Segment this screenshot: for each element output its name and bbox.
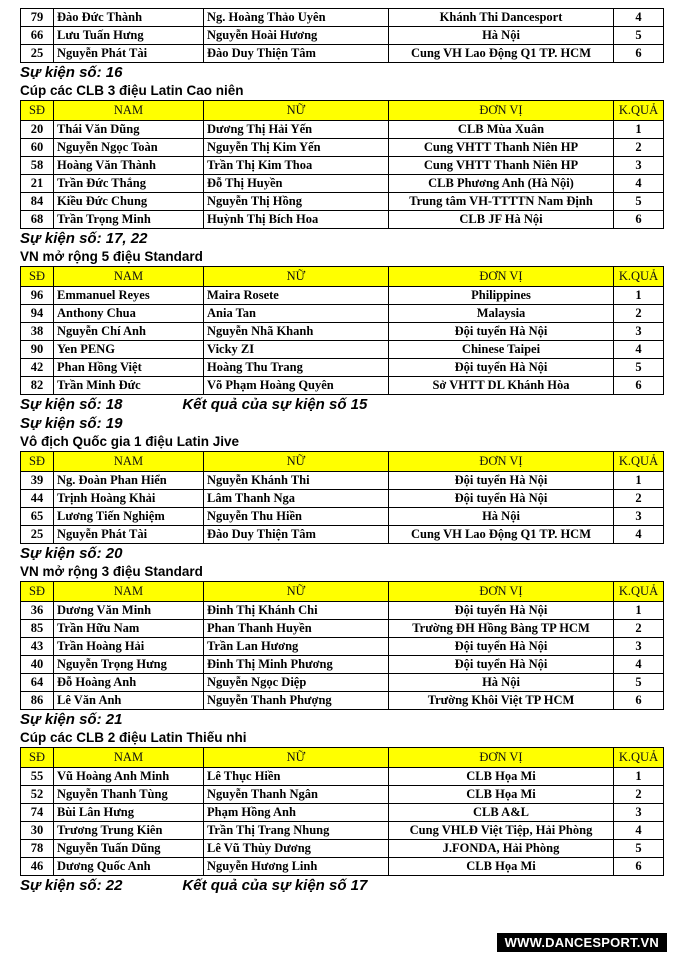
- event-title: Cúp các CLB 3 điệu Latin Cao niên: [20, 83, 244, 98]
- cell-sd: 39: [21, 472, 54, 490]
- table-row: [21, 840, 664, 858]
- cell-sd: 58: [21, 157, 54, 175]
- cell-ket-qua: 5: [614, 27, 664, 45]
- results-table: [20, 8, 664, 63]
- cell-sd: 94: [21, 305, 54, 323]
- cell-nam: Nguyễn Thanh Tùng: [54, 786, 204, 804]
- table-header-row: [21, 452, 664, 472]
- cell-nam: Thái Văn Dũng: [54, 121, 204, 139]
- table-row: [21, 692, 664, 710]
- cell-ket-qua: 2: [614, 620, 664, 638]
- cell-ket-qua: 1: [614, 121, 664, 139]
- cell-ket-qua: 2: [614, 305, 664, 323]
- cell-ket-qua: 4: [614, 656, 664, 674]
- table-row: [21, 121, 664, 139]
- cell-sd: 84: [21, 193, 54, 211]
- table-row: [21, 305, 664, 323]
- cell-nu: Ng. Hoàng Thảo Uyên: [204, 9, 389, 27]
- table-row: [21, 508, 664, 526]
- cell-nam: Lưu Tuấn Hưng: [54, 27, 204, 45]
- cell-nam: Ng. Đoàn Phan Hiển: [54, 472, 204, 490]
- cell-nu: Võ Phạm Hoàng Quyên: [204, 377, 389, 395]
- event-title: VN mở rộng 5 điệu Standard: [20, 249, 203, 264]
- cell-sd: 86: [21, 692, 54, 710]
- event-title: Cúp các CLB 2 điệu Latin Thiếu nhi: [20, 730, 247, 745]
- cell-nam: Nguyễn Ngọc Toàn: [54, 139, 204, 157]
- cell-nam: Đào Đức Thành: [54, 9, 204, 27]
- event-number: Sự kiện số: 22: [20, 877, 123, 894]
- cell-nam: Bùi Lân Hưng: [54, 804, 204, 822]
- cell-sd: 74: [21, 804, 54, 822]
- cell-don-vi: Philippines: [389, 287, 614, 305]
- cell-sd: 52: [21, 786, 54, 804]
- cell-don-vi: Cung VH Lao Động Q1 TP. HCM: [389, 45, 614, 63]
- event-number: Sự kiện số: 20: [20, 545, 123, 562]
- table-row: [21, 27, 664, 45]
- cell-nam: Trần Đức Thắng: [54, 175, 204, 193]
- cell-don-vi: Đội tuyển Hà Nội: [389, 490, 614, 508]
- cell-don-vi: CLB Họa Mi: [389, 786, 614, 804]
- table-row: [21, 620, 664, 638]
- header-nam: NAM: [54, 267, 204, 287]
- cell-don-vi: CLB Họa Mi: [389, 768, 614, 786]
- cell-nam: Nguyễn Trọng Hưng: [54, 656, 204, 674]
- header-don-vi: ĐƠN VỊ: [389, 452, 614, 472]
- cell-nu: Đỗ Thị Huyền: [204, 175, 389, 193]
- table-row: [21, 287, 664, 305]
- cell-ket-qua: 6: [614, 692, 664, 710]
- cell-nam: Vũ Hoàng Anh Minh: [54, 768, 204, 786]
- cell-ket-qua: 5: [614, 359, 664, 377]
- cell-nam: Yen PENG: [54, 341, 204, 359]
- table-row: [21, 377, 664, 395]
- cell-sd: 82: [21, 377, 54, 395]
- cell-don-vi: Malaysia: [389, 305, 614, 323]
- event-label: [20, 876, 663, 895]
- cell-nam: Nguyễn Phát Tài: [54, 526, 204, 544]
- cell-sd: 42: [21, 359, 54, 377]
- table-row: [21, 602, 664, 620]
- cell-nu: Phạm Hồng Anh: [204, 804, 389, 822]
- results-table: [20, 100, 664, 229]
- cell-nam: Emmanuel Reyes: [54, 287, 204, 305]
- cell-nu: Đào Duy Thiện Tâm: [204, 45, 389, 63]
- event-number: Sự kiện số: 19: [20, 415, 123, 432]
- cell-don-vi: Trường Khôi Việt TP HCM: [389, 692, 614, 710]
- cell-nam: Trịnh Hoàng Khải: [54, 490, 204, 508]
- cell-nu: Nguyễn Thị Hồng: [204, 193, 389, 211]
- table-row: [21, 804, 664, 822]
- header-don-vi: ĐƠN VỊ: [389, 101, 614, 121]
- cell-nam: Lương Tiến Nghiệm: [54, 508, 204, 526]
- cell-don-vi: Đội tuyển Hà Nội: [389, 602, 614, 620]
- cell-nu: Vicky ZI: [204, 341, 389, 359]
- table-row: [21, 323, 664, 341]
- cell-nam: Nguyễn Tuấn Dũng: [54, 840, 204, 858]
- cell-nu: Huỳnh Thị Bích Hoa: [204, 211, 389, 229]
- header-nu: NỮ: [204, 452, 389, 472]
- cell-don-vi: Hà Nội: [389, 674, 614, 692]
- event-label: [20, 229, 663, 248]
- table-row: [21, 858, 664, 876]
- table-row: [21, 490, 664, 508]
- header-nam: NAM: [54, 101, 204, 121]
- cell-don-vi: Đội tuyển Hà Nội: [389, 472, 614, 490]
- header-don-vi: ĐƠN VỊ: [389, 582, 614, 602]
- cell-ket-qua: 4: [614, 341, 664, 359]
- cell-sd: 60: [21, 139, 54, 157]
- cell-sd: 36: [21, 602, 54, 620]
- site-watermark[interactable]: WWW.DANCESPORT.VN: [497, 933, 667, 952]
- event-number: Sự kiện số: 21: [20, 711, 123, 728]
- cell-don-vi: Đội tuyển Hà Nội: [389, 656, 614, 674]
- table-row: [21, 139, 664, 157]
- header-sd: SĐ: [21, 101, 54, 121]
- cell-nu: Phan Thanh Huyền: [204, 620, 389, 638]
- table-header-row: [21, 582, 664, 602]
- cell-ket-qua: 1: [614, 768, 664, 786]
- table-row: [21, 674, 664, 692]
- event-title: VN mở rộng 3 điệu Standard: [20, 564, 203, 579]
- cell-sd: 55: [21, 768, 54, 786]
- table-header-row: [21, 101, 664, 121]
- cell-ket-qua: 6: [614, 858, 664, 876]
- cell-nu: Lê Thục Hiền: [204, 768, 389, 786]
- cell-don-vi: CLB Họa Mi: [389, 858, 614, 876]
- cell-nu: Đinh Thị Minh Phương: [204, 656, 389, 674]
- cell-don-vi: Cung VH Lao Động Q1 TP. HCM: [389, 526, 614, 544]
- cell-nu: Trần Lan Hương: [204, 638, 389, 656]
- cell-nam: Trần Minh Đức: [54, 377, 204, 395]
- cell-nu: Nguyễn Hương Linh: [204, 858, 389, 876]
- table-row: [21, 472, 664, 490]
- header-kqua: K.QUẢ: [614, 582, 664, 602]
- cell-sd: 25: [21, 526, 54, 544]
- cell-don-vi: CLB Mùa Xuân: [389, 121, 614, 139]
- cell-nu: Nguyễn Hoài Hương: [204, 27, 389, 45]
- header-nam: NAM: [54, 582, 204, 602]
- header-kqua: K.QUẢ: [614, 748, 664, 768]
- table-row: [21, 211, 664, 229]
- cell-ket-qua: 1: [614, 602, 664, 620]
- cell-sd: 44: [21, 490, 54, 508]
- cell-nu: Đinh Thị Khánh Chi: [204, 602, 389, 620]
- cell-sd: 40: [21, 656, 54, 674]
- cell-ket-qua: 4: [614, 9, 664, 27]
- cell-nam: Đỗ Hoàng Anh: [54, 674, 204, 692]
- cell-nam: Trương Trung Kiên: [54, 822, 204, 840]
- cell-nu: Ania Tan: [204, 305, 389, 323]
- cell-nam: Nguyễn Chí Anh: [54, 323, 204, 341]
- cell-sd: 46: [21, 858, 54, 876]
- header-don-vi: ĐƠN VỊ: [389, 267, 614, 287]
- cell-nam: Lê Văn Anh: [54, 692, 204, 710]
- cell-don-vi: Đội tuyển Hà Nội: [389, 359, 614, 377]
- cell-don-vi: Cung VHLĐ Việt Tiệp, Hải Phòng: [389, 822, 614, 840]
- header-sd: SĐ: [21, 452, 54, 472]
- cell-don-vi: J.FONDA, Hải Phòng: [389, 840, 614, 858]
- header-kqua: K.QUẢ: [614, 452, 664, 472]
- cell-sd: 64: [21, 674, 54, 692]
- cell-sd: 96: [21, 287, 54, 305]
- cell-ket-qua: 1: [614, 472, 664, 490]
- event-note: Kết quả của sự kiện số 17: [182, 877, 368, 894]
- cell-sd: 43: [21, 638, 54, 656]
- cell-don-vi: Đội tuyển Hà Nội: [389, 638, 614, 656]
- cell-don-vi: Hà Nội: [389, 508, 614, 526]
- cell-ket-qua: 2: [614, 490, 664, 508]
- cell-nu: Nguyễn Thu Hiền: [204, 508, 389, 526]
- table-row: [21, 768, 664, 786]
- table-row: [21, 157, 664, 175]
- cell-ket-qua: 3: [614, 638, 664, 656]
- cell-nam: Trần Trọng Minh: [54, 211, 204, 229]
- cell-ket-qua: 5: [614, 840, 664, 858]
- event-title: Vô địch Quốc gia 1 điệu Latin Jive: [20, 434, 240, 449]
- cell-nu: Trần Thị Trang Nhung: [204, 822, 389, 840]
- table-row: [21, 786, 664, 804]
- event-label: [20, 395, 663, 414]
- cell-ket-qua: 6: [614, 377, 664, 395]
- event-number: Sự kiện số: 16: [20, 64, 123, 81]
- results-table: [20, 747, 664, 876]
- cell-nam: Trần Hoàng Hải: [54, 638, 204, 656]
- cell-nu: Lâm Thanh Nga: [204, 490, 389, 508]
- event-number: Sự kiện số: 17, 22: [20, 230, 148, 247]
- table-row: [21, 9, 664, 27]
- cell-ket-qua: 6: [614, 211, 664, 229]
- event-note: Kết quả của sự kiện số 15: [182, 396, 368, 413]
- cell-ket-qua: 3: [614, 323, 664, 341]
- cell-ket-qua: 5: [614, 193, 664, 211]
- cell-nu: Nguyễn Thanh Phượng: [204, 692, 389, 710]
- table-row: [21, 638, 664, 656]
- cell-nam: Dương Quốc Anh: [54, 858, 204, 876]
- cell-nu: Nguyễn Ngọc Diệp: [204, 674, 389, 692]
- cell-don-vi: Cung VHTT Thanh Niên HP: [389, 139, 614, 157]
- header-sd: SĐ: [21, 748, 54, 768]
- event-label: [20, 63, 663, 82]
- cell-don-vi: Trường ĐH Hồng Bàng TP HCM: [389, 620, 614, 638]
- cell-sd: 79: [21, 9, 54, 27]
- cell-ket-qua: 2: [614, 139, 664, 157]
- cell-nu: Maira Rosete: [204, 287, 389, 305]
- cell-don-vi: CLB JF Hà Nội: [389, 211, 614, 229]
- header-nam: NAM: [54, 748, 204, 768]
- cell-ket-qua: 3: [614, 508, 664, 526]
- cell-nu: Trần Thị Kim Thoa: [204, 157, 389, 175]
- cell-don-vi: Hà Nội: [389, 27, 614, 45]
- table-row: [21, 45, 664, 63]
- header-nu: NỮ: [204, 101, 389, 121]
- cell-ket-qua: 3: [614, 157, 664, 175]
- table-row: [21, 359, 664, 377]
- results-document: [20, 8, 663, 895]
- cell-don-vi: Khánh Thi Dancesport: [389, 9, 614, 27]
- cell-nu: Lê Vũ Thùy Dương: [204, 840, 389, 858]
- cell-nam: Nguyễn Phát Tài: [54, 45, 204, 63]
- cell-nam: Anthony Chua: [54, 305, 204, 323]
- header-nu: NỮ: [204, 748, 389, 768]
- event-label: [20, 414, 663, 433]
- cell-sd: 20: [21, 121, 54, 139]
- results-table: [20, 451, 664, 544]
- header-sd: SĐ: [21, 582, 54, 602]
- table-row: [21, 175, 664, 193]
- table-header-row: [21, 267, 664, 287]
- table-row: [21, 656, 664, 674]
- cell-don-vi: Trung tâm VH-TTTTN Nam Định: [389, 193, 614, 211]
- cell-ket-qua: 1: [614, 287, 664, 305]
- cell-nu: Nguyễn Nhã Khanh: [204, 323, 389, 341]
- cell-ket-qua: 4: [614, 822, 664, 840]
- cell-sd: 66: [21, 27, 54, 45]
- event-number: Sự kiện số: 18: [20, 396, 123, 413]
- cell-ket-qua: 5: [614, 674, 664, 692]
- cell-nam: Trần Hữu Nam: [54, 620, 204, 638]
- cell-sd: 90: [21, 341, 54, 359]
- cell-nu: Nguyễn Thanh Ngân: [204, 786, 389, 804]
- results-table: [20, 581, 664, 710]
- table-header-row: [21, 748, 664, 768]
- cell-sd: 85: [21, 620, 54, 638]
- cell-nam: Dương Văn Minh: [54, 602, 204, 620]
- cell-ket-qua: 3: [614, 804, 664, 822]
- event-label: [20, 544, 663, 563]
- cell-sd: 65: [21, 508, 54, 526]
- header-nam: NAM: [54, 452, 204, 472]
- cell-nu: Hoàng Thu Trang: [204, 359, 389, 377]
- cell-don-vi: Cung VHTT Thanh Niên HP: [389, 157, 614, 175]
- cell-don-vi: Chinese Taipei: [389, 341, 614, 359]
- header-kqua: K.QUẢ: [614, 267, 664, 287]
- cell-nam: Hoàng Văn Thành: [54, 157, 204, 175]
- cell-sd: 38: [21, 323, 54, 341]
- cell-nam: Phan Hồng Việt: [54, 359, 204, 377]
- header-kqua: K.QUẢ: [614, 101, 664, 121]
- header-sd: SĐ: [21, 267, 54, 287]
- cell-sd: 78: [21, 840, 54, 858]
- cell-don-vi: Sở VHTT DL Khánh Hòa: [389, 377, 614, 395]
- table-row: [21, 341, 664, 359]
- event-label: [20, 710, 663, 729]
- cell-ket-qua: 4: [614, 526, 664, 544]
- cell-ket-qua: 6: [614, 45, 664, 63]
- header-don-vi: ĐƠN VỊ: [389, 748, 614, 768]
- cell-ket-qua: 2: [614, 786, 664, 804]
- cell-don-vi: CLB A&L: [389, 804, 614, 822]
- table-row: [21, 526, 664, 544]
- header-nu: NỮ: [204, 267, 389, 287]
- cell-sd: 21: [21, 175, 54, 193]
- results-table: [20, 266, 664, 395]
- table-row: [21, 822, 664, 840]
- cell-nu: Đào Duy Thiện Tâm: [204, 526, 389, 544]
- cell-don-vi: Đội tuyển Hà Nội: [389, 323, 614, 341]
- cell-don-vi: CLB Phương Anh (Hà Nội): [389, 175, 614, 193]
- cell-ket-qua: 4: [614, 175, 664, 193]
- table-row: [21, 193, 664, 211]
- cell-nu: Dương Thị Hải Yến: [204, 121, 389, 139]
- cell-sd: 68: [21, 211, 54, 229]
- cell-nu: Nguyễn Thị Kim Yến: [204, 139, 389, 157]
- header-nu: NỮ: [204, 582, 389, 602]
- cell-sd: 30: [21, 822, 54, 840]
- cell-sd: 25: [21, 45, 54, 63]
- cell-nu: Nguyễn Khánh Thi: [204, 472, 389, 490]
- cell-nam: Kiều Đức Chung: [54, 193, 204, 211]
